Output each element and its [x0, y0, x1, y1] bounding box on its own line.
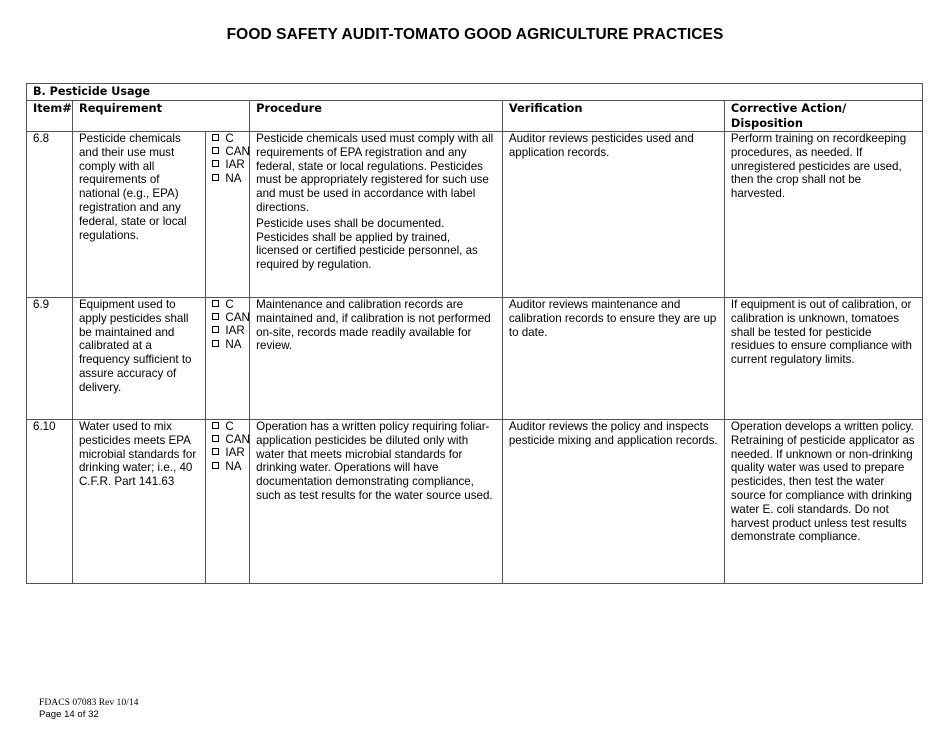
- procedure-cell: Operation has a written policy requiring foliar-application pesticides be diluted only with water that meets microbial standards for drinking water. Operations will have documentation demonstrating compliance, such as test results for the water source used.: [250, 420, 503, 584]
- header-procedure: Procedure: [250, 101, 503, 132]
- procedure-paragraph: Pesticide uses shall be documented. Pesticides shall be applied by trained, licensed or certified pesticide personnel, as required by regulation.: [256, 216, 478, 272]
- checkbox-label: C: [225, 420, 234, 433]
- checkbox-c[interactable]: [212, 420, 243, 433]
- header-requirement: Requirement: [72, 101, 249, 132]
- checkbox-icon[interactable]: [212, 340, 219, 347]
- item-number: 6.8: [27, 132, 73, 298]
- checkbox-icon[interactable]: [212, 435, 219, 442]
- audit-table: [26, 83, 923, 584]
- checkbox-can[interactable]: [212, 145, 250, 159]
- checkbox-label: C: [225, 298, 234, 311]
- checkbox-label: IAR: [225, 446, 245, 460]
- checkbox-c[interactable]: [212, 298, 243, 311]
- checkbox-label: IAR: [225, 324, 245, 338]
- checkbox-icon[interactable]: [212, 462, 219, 469]
- checkbox-icon[interactable]: [212, 422, 219, 429]
- checkbox-iar[interactable]: [212, 446, 243, 459]
- table-row: [27, 132, 923, 298]
- column-header-row: [27, 101, 923, 132]
- corrective-action-cell: Perform training on recordkeeping procedures, as needed. If unregistered pesticides are used, then the crop shall not be harvested.: [724, 132, 922, 298]
- checkbox-iar[interactable]: [212, 158, 243, 171]
- verification-cell: Auditor reviews the policy and inspects pesticide mixing and application records.: [502, 420, 724, 584]
- page-number: Page 14 of 32: [39, 709, 99, 720]
- section-header-row: [27, 84, 923, 101]
- checkbox-can[interactable]: [212, 311, 250, 325]
- procedure-paragraph: Pesticide chemicals used must comply with all requirements of EPA registration and any federal, state or local regulations. Pesticides must be appropriately registered for such use and must be used in accordance with label directions.: [256, 132, 494, 214]
- requirement-cell: Equipment used to apply pesticides shall be maintained and calibrated at a frequency sufficient to assure accuracy of delivery.: [72, 298, 205, 420]
- header-corrective-action: Corrective Action/ Disposition: [724, 101, 922, 132]
- checkbox-icon[interactable]: [212, 300, 219, 307]
- checkbox-icon[interactable]: [212, 160, 219, 167]
- verification-cell: Auditor reviews maintenance and calibration records to ensure they are up to date.: [502, 298, 724, 420]
- header-verification: Verification: [502, 101, 724, 132]
- checkbox-label: CAN: [225, 433, 250, 447]
- header-item: Item#: [27, 101, 73, 132]
- checkbox-icon[interactable]: [212, 313, 219, 320]
- corrective-action-cell: Operation develops a written policy. Retraining of pesticide applicator as needed. If unknown or non-drinking quality water was used to prepare pesticides, then test the water source for compliance with drinking water E. coli standards. Do not harvest product unless test results demonstrate compliance.: [724, 420, 922, 584]
- requirement-cell: Pesticide chemicals and their use must comply with all requirements of national (e.g., EPA) registration and any federal, state or local regulations.: [72, 132, 205, 298]
- checkbox-cell: [206, 298, 250, 420]
- requirement-cell: Water used to mix pesticides meets EPA microbial standards for drinking water; i.e., 40 C.F.R. Part 141.63: [72, 420, 205, 584]
- checkbox-na[interactable]: [212, 338, 243, 351]
- checkbox-icon[interactable]: [212, 147, 219, 154]
- form-number: FDACS 07083 Rev 10/14: [39, 697, 139, 708]
- checkbox-icon[interactable]: [212, 326, 219, 333]
- table-row: [27, 420, 923, 584]
- checkbox-label: CAN: [225, 145, 250, 159]
- checkbox-cell: [206, 132, 250, 298]
- verification-cell: Auditor reviews pesticides used and application records.: [502, 132, 724, 298]
- checkbox-icon[interactable]: [212, 448, 219, 455]
- checkbox-can[interactable]: [212, 433, 250, 447]
- page-footer: [39, 697, 138, 721]
- checkbox-na[interactable]: [212, 172, 243, 185]
- checkbox-cell: [206, 420, 250, 584]
- procedure-cell: [250, 132, 503, 298]
- section-title: B. Pesticide Usage: [27, 84, 923, 101]
- item-number: 6.9: [27, 298, 73, 420]
- checkbox-label: NA: [225, 171, 242, 185]
- checkbox-label: NA: [225, 459, 242, 473]
- checkbox-c[interactable]: [212, 132, 243, 145]
- checkbox-icon[interactable]: [212, 134, 219, 141]
- checkbox-label: C: [225, 132, 234, 145]
- page-title: FOOD SAFETY AUDIT-TOMATO GOOD AGRICULTURE PRACTICES: [226, 26, 724, 43]
- corrective-action-cell: If equipment is out of calibration, or calibration is unknown, tomatoes shall be tested for pesticide residues to ensure compliance with current regulatory limits.: [724, 298, 922, 420]
- checkbox-iar[interactable]: [212, 324, 243, 337]
- procedure-cell: Maintenance and calibration records are maintained and, if calibration is not performed on-site, records made readily available for review.: [250, 298, 503, 420]
- checkbox-label: NA: [225, 337, 242, 351]
- item-number: 6.10: [27, 420, 73, 584]
- checkbox-icon[interactable]: [212, 174, 219, 181]
- checkbox-label: CAN: [225, 311, 250, 325]
- table-row: [27, 298, 923, 420]
- checkbox-label: IAR: [225, 158, 245, 172]
- checkbox-na[interactable]: [212, 460, 243, 473]
